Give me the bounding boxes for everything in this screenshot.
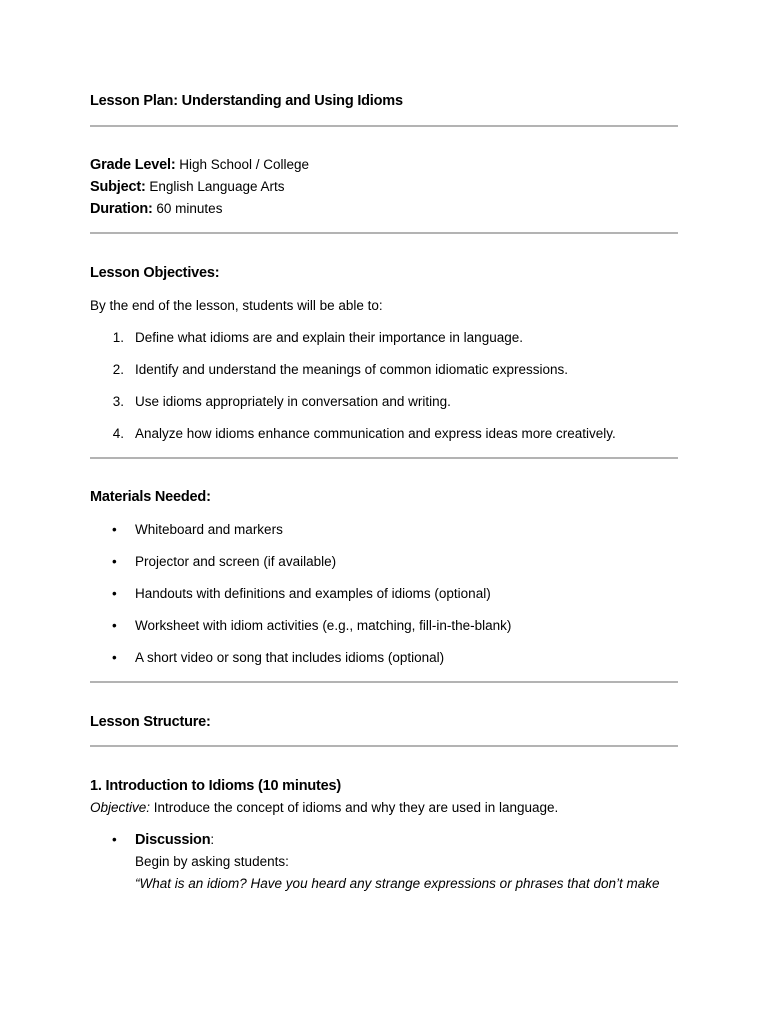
materials-heading: Materials Needed: [90,489,211,505]
divider [90,457,678,459]
bullet: • [112,618,117,633]
bullet: • [112,554,117,569]
list-item-text: Identify and understand the meanings of common idiomatic expressions. [135,362,568,377]
list-item-text: Analyze how idioms enhance communication and express ideas more creatively. [135,426,616,441]
divider [90,681,678,683]
bullet: • [112,832,117,847]
list-item-text: Handouts with definitions and examples of idioms (optional) [135,586,491,601]
list-item-text: Define what idioms are and explain their importance in language. [135,330,523,345]
lesson-title: Lesson Plan: Understanding and Using Idioms [90,93,403,109]
list-number: 3. [112,394,124,409]
divider [90,125,678,127]
structure-heading: Lesson Structure: [90,714,211,730]
subject-label: Subject: [90,179,146,195]
discussion-label: Discussion [135,832,211,848]
objectives-heading: Lesson Objectives: [90,265,220,281]
grade-level-line [90,157,309,173]
discussion-colon: : [210,832,215,847]
list-item-text: Use idioms appropriately in conversation and writing. [135,394,451,409]
grade-level-label: Grade Level: [90,157,176,173]
list-item-text: A short video or song that includes idioms (optional) [135,650,445,665]
list-item-text: Projector and screen (if available) [135,554,337,569]
discussion-text: Begin by asking students: [135,854,289,869]
subject-value: English Language Arts [149,179,285,194]
divider [90,232,678,234]
subject-line [90,179,284,195]
grade-level-value: High School / College [179,157,310,172]
list-number: 2. [112,362,124,377]
duration-line [90,201,222,217]
bullet: • [112,650,117,665]
objective-text: Introduce the concept of idioms and why they are used in language. [150,800,559,815]
duration-label: Duration: [90,201,153,217]
discussion-quote: “What is an idiom? Have you heard any strange expressions or phrases that don’t make [135,876,660,891]
list-item-text: Worksheet with idiom activities (e.g., matching, fill-in-the-blank) [135,618,512,633]
list-number: 4. [112,426,124,441]
section-heading: 1. Introduction to Idioms (10 minutes) [90,778,341,794]
objective-label: Objective: [90,800,151,815]
bullet: • [112,586,117,601]
duration-value: 60 minutes [156,201,223,216]
bullet: • [112,522,117,537]
section-objective [90,800,558,815]
objectives-intro: By the end of the lesson, students will be able to: [90,298,383,313]
discussion-heading [135,832,214,848]
list-item-text: Whiteboard and markers [135,522,283,537]
list-number: 1. [112,330,124,345]
divider [90,745,678,747]
